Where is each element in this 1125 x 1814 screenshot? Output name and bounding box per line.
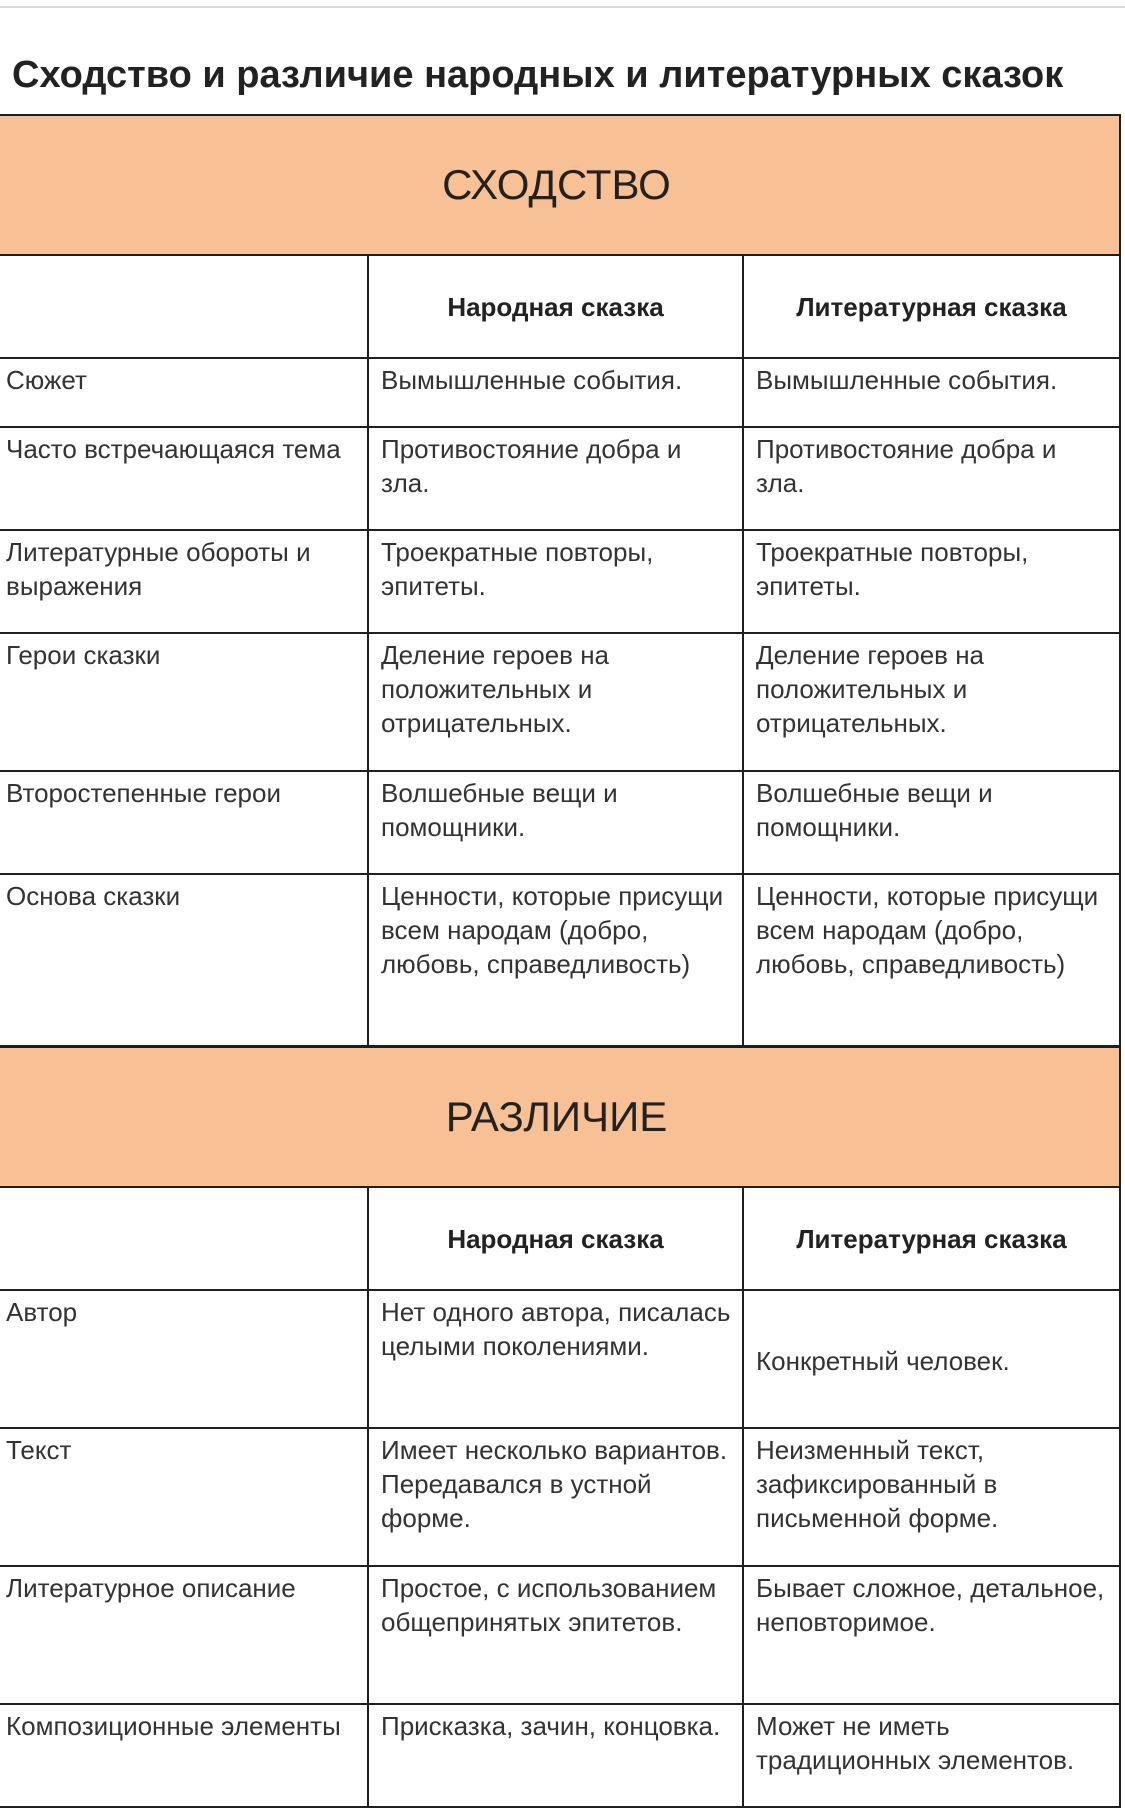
table-row xyxy=(0,1704,1120,1807)
literary-cell: Волшебные вещи и помощники. xyxy=(743,771,1120,874)
column-header-empty xyxy=(0,255,368,358)
table-row xyxy=(0,1566,1120,1704)
literary-cell: Противостояние добра и зла. xyxy=(743,427,1120,530)
literary-cell: Неизменный текст, зафиксированный в письменной форме. xyxy=(743,1428,1120,1566)
row-label: Второстепенные герои xyxy=(0,771,368,874)
folk-cell: Вымышленные события. xyxy=(368,358,743,427)
table-row xyxy=(0,771,1120,874)
row-label: Автор xyxy=(0,1290,368,1428)
table-row xyxy=(0,1428,1120,1566)
folk-cell: Ценности, которые присущи всем народам (добро, любовь, справедливость) xyxy=(368,874,743,1046)
column-header-literary: Литературная сказка xyxy=(743,1187,1120,1290)
folk-cell: Троекратные повторы, эпитеты. xyxy=(368,530,743,633)
table-row xyxy=(0,358,1120,427)
column-header-literary: Литературная сказка xyxy=(743,255,1120,358)
literary-cell: Конкретный человек. xyxy=(743,1290,1120,1428)
difference-header-row xyxy=(0,1187,1120,1290)
folk-cell: Имеет несколько вариантов. Передавался в устной форме. xyxy=(368,1428,743,1566)
row-label: Композиционные элементы xyxy=(0,1704,368,1807)
literary-cell: Вымышленные события. xyxy=(743,358,1120,427)
literary-cell: Может не иметь традиционных элементов. xyxy=(743,1704,1120,1807)
literary-cell: Бывает сложное, детальное, неповторимое. xyxy=(743,1566,1120,1704)
folk-cell: Деление героев на положительных и отрицательных. xyxy=(368,633,743,771)
row-label: Герои сказки xyxy=(0,633,368,771)
folk-cell: Простое, с использованием общепринятых эпитетов. xyxy=(368,1566,743,1704)
table-row xyxy=(0,633,1120,771)
table-row xyxy=(0,530,1120,633)
page-title: Сходство и различие народных и литературных сказок xyxy=(12,54,1064,96)
folk-cell: Противостояние добра и зла. xyxy=(368,427,743,530)
row-label: Текст xyxy=(0,1428,368,1566)
column-header-folk: Народная сказка xyxy=(368,255,743,358)
top-divider xyxy=(0,6,1125,8)
table-row xyxy=(0,427,1120,530)
row-label: Сюжет xyxy=(0,358,368,427)
row-label: Литературное описание xyxy=(0,1566,368,1704)
folk-cell: Присказка, зачин, концовка. xyxy=(368,1704,743,1807)
table-row xyxy=(0,874,1120,1046)
row-label: Основа сказки xyxy=(0,874,368,1046)
similarity-band: СХОДСТВО xyxy=(0,115,1120,255)
column-header-empty xyxy=(0,1187,368,1290)
table-row xyxy=(0,1290,1120,1428)
folk-cell: Нет одного автора, писалась целыми поколениями. xyxy=(368,1290,743,1428)
literary-cell: Деление героев на положительных и отрицательных. xyxy=(743,633,1120,771)
similarity-header-row xyxy=(0,255,1120,358)
difference-band: РАЗЛИЧИЕ xyxy=(0,1047,1120,1187)
folk-cell: Волшебные вещи и помощники. xyxy=(368,771,743,874)
column-header-folk: Народная сказка xyxy=(368,1187,743,1290)
row-label: Литературные обороты и выражения xyxy=(0,530,368,633)
literary-cell: Троекратные повторы, эпитеты. xyxy=(743,530,1120,633)
row-label: Часто встречающаяся тема xyxy=(0,427,368,530)
similarity-table xyxy=(0,114,1121,1047)
literary-cell: Ценности, которые присущи всем народам (добро, любовь, справедливость) xyxy=(743,874,1120,1046)
difference-table xyxy=(0,1046,1121,1808)
